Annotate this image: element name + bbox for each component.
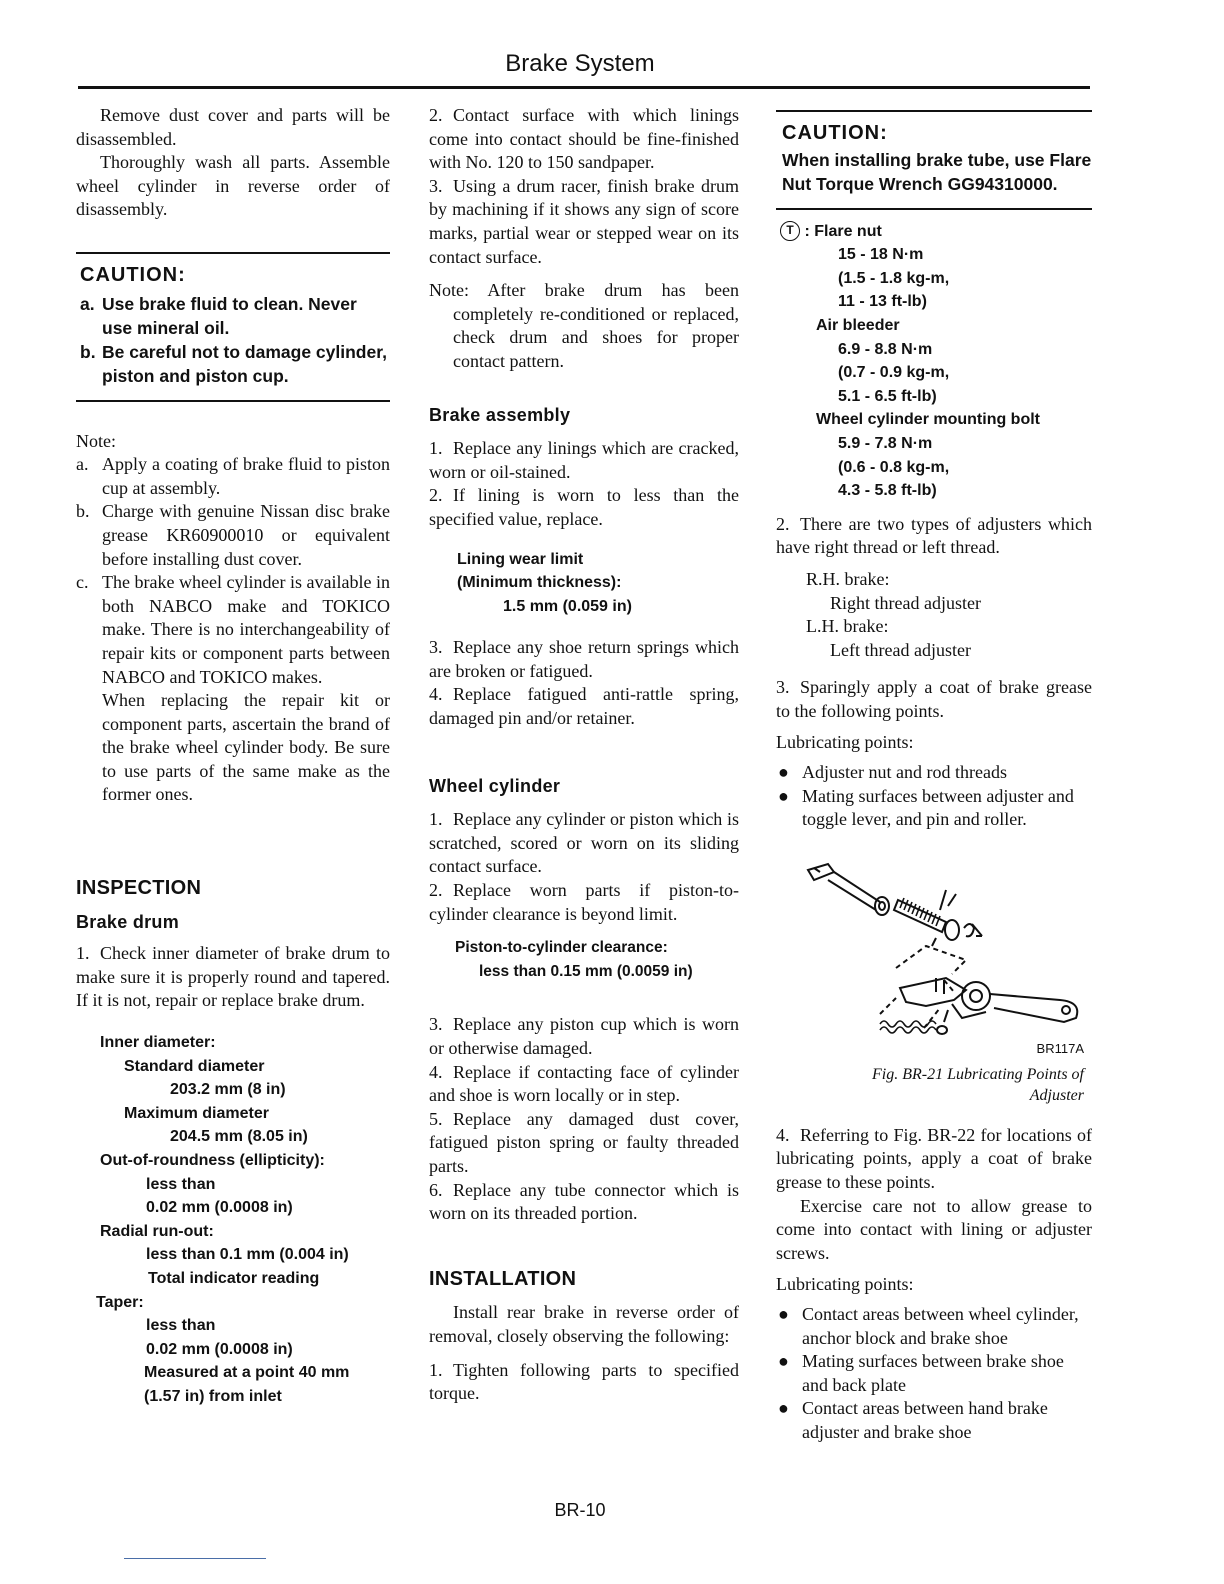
- air-bleeder-value-3: 5.1 - 6.5 ft-lb): [838, 387, 937, 405]
- torque-specs: [776, 220, 1092, 503]
- figure-code: BR117A: [1036, 1040, 1084, 1056]
- caution-title: CAUTION:: [80, 263, 186, 286]
- flare-nut-value-3: 11 - 13 ft-lb): [838, 293, 927, 311]
- inspection-heading: INSPECTION: [76, 877, 202, 900]
- installation-intro: Install rear brake in reverse order of removal, closely observing the following:: [429, 1302, 739, 1346]
- brake-assembly-step-1: 1. Replace any linings which are cracked, worn or oil-stained.: [429, 438, 739, 482]
- taper-less: less than: [146, 1317, 216, 1335]
- wheel-cylinder-step-6: 6. Replace any tube connector which is worn on its threaded portion.: [429, 1179, 739, 1224]
- brake-drum-heading: Brake drum: [76, 911, 180, 932]
- figure-caption-line-2: Adjuster: [1029, 1086, 1084, 1104]
- note-item-b: b. Charge with genuine Nissan disc brake grease KR60900010 or equivalent before installing dust cover.: [76, 501, 390, 569]
- lubricating-step-4-extra: Exercise care not to allow grease to come into contact with lining or adjuster screws.: [776, 1195, 1092, 1263]
- intro-paragraph-2: Thoroughly wash all parts. Assemble wheel cylinder in reverse order of disassembly.: [76, 152, 390, 220]
- column-2: [429, 104, 739, 1406]
- figure-caption: [776, 1064, 1092, 1106]
- caution-item-b: b. Be careful not to damage cylinder, piston and piston cup.: [80, 341, 387, 386]
- brake-assembly-step-4: 4. Replace fatigued anti-rattle spring, damaged pin and/or retainer.: [429, 684, 739, 729]
- caution-box-tube: [776, 110, 1092, 210]
- lubricating-step-4: 4. Referring to Fig. BR-22 for locations of lubricating points, apply a coat of brake grease to these points.: [776, 1124, 1092, 1193]
- note-extra: When replacing the repair kit or component parts, ascertain the brand of the brake wheel cylinder body. Be sure to use parts of the same make as the former ones.: [102, 690, 390, 805]
- drum-step-2: 2. Contact surface with which linings come into contact should be fine-finished with No. 120 to 150 sandpaper.: [429, 105, 739, 173]
- drum-step-3: 3. Using a drum racer, finish brake drum by machining if it shows any sign of score marks, partial wear or stepped wear on its contact surface.: [429, 175, 739, 267]
- lubricating-bullet-3: ● Contact areas between wheel cylinder, anchor block and brake shoe: [778, 1304, 1079, 1348]
- intro-paragraph-1: Remove dust cover and parts will be disassembled.: [76, 105, 390, 149]
- header-rule: [78, 86, 1090, 89]
- installation-step-1: 1. Tighten following parts to specified torque.: [429, 1359, 739, 1404]
- air-bleeder-label: Air bleeder: [816, 316, 900, 334]
- lining-wear-spec: [429, 548, 739, 619]
- lubricating-bullet-2: ● Mating surfaces between adjuster and toggle lever, and pin and roller.: [778, 785, 1074, 830]
- out-of-roundness-value: 0.02 mm (0.0008 in): [146, 1199, 293, 1217]
- standard-diameter-value: 203.2 mm (8 in): [170, 1081, 286, 1099]
- lubricating-bullet-4: ● Mating surfaces between brake shoe and back plate: [778, 1351, 1064, 1395]
- installation-heading: INSTALLATION: [429, 1267, 577, 1290]
- page-number: BR-10: [554, 1500, 606, 1520]
- flare-nut-value-1: 15 - 18 N·m: [838, 246, 924, 264]
- clearance-label: Piston-to-cylinder clearance:: [455, 939, 668, 957]
- caution-item-a: a. Use brake fluid to clean. Never use mineral oil.: [80, 293, 357, 338]
- drum-note: Note: After brake drum has been completely re-conditioned or replaced, check drum and shoes for proper contact pattern.: [429, 280, 739, 371]
- wheel-cylinder-heading: Wheel cylinder: [429, 775, 561, 796]
- lining-thickness-label: (Minimum thickness):: [457, 574, 622, 592]
- inner-diameter-label: Inner diameter:: [100, 1034, 216, 1052]
- air-bleeder-value-1: 6.9 - 8.8 N·m: [838, 340, 933, 358]
- clearance-spec: [429, 936, 739, 983]
- wheel-bolt-value-1: 5.9 - 7.8 N·m: [838, 434, 933, 452]
- adjuster-types: [776, 568, 1092, 662]
- clearance-value: less than 0.15 mm (0.0059 in): [479, 962, 693, 980]
- lubricating-bullet-1: ● Adjuster nut and rod threads: [778, 762, 1007, 783]
- adjuster-figure: [776, 850, 1092, 1062]
- note-item-c: c. The brake wheel cylinder is available in both NABCO make and TOKICO make. There is no interchangeability of repair kits or component parts between NABCO and TOKICO makes.: [76, 572, 390, 687]
- brake-assembly-heading: Brake assembly: [429, 404, 571, 425]
- brake-assembly-step-3: 3. Replace any shoe return springs which are broken or fatigued.: [429, 637, 739, 681]
- lubricating-points-label-1: Lubricating points:: [776, 732, 914, 753]
- drum-specs: [76, 1031, 390, 1409]
- lubricating-points-label-2: Lubricating points:: [776, 1274, 914, 1295]
- torque-symbol-icon: T: [780, 221, 800, 241]
- flare-nut-label: : Flare nut: [804, 222, 882, 240]
- column-1: [76, 104, 390, 1409]
- wheel-cylinder-step-4: 4. Replace if contacting face of cylinder and shoe is worn locally or in step.: [429, 1061, 739, 1106]
- taper-value: 0.02 mm (0.0008 in): [146, 1340, 293, 1358]
- wheel-cylinder-step-3: 3. Replace any piston cup which is worn or otherwise damaged.: [429, 1014, 739, 1058]
- wheel-bolt-value-2: (0.6 - 0.8 kg-m,: [838, 458, 950, 476]
- brake-assembly-step-2: 2. If lining is worn to less than the specified value, replace.: [429, 485, 739, 529]
- taper-note-2: (1.57 in) from inlet: [144, 1387, 282, 1405]
- maximum-diameter-label: Maximum diameter: [124, 1104, 269, 1122]
- inspection-section: [76, 877, 390, 1408]
- lining-wear-label: Lining wear limit: [457, 550, 584, 568]
- air-bleeder-value-2: (0.7 - 0.9 kg-m,: [838, 364, 950, 382]
- caution-box: [76, 252, 390, 402]
- figure-caption-line-1: Fig. BR-21 Lubricating Points of: [872, 1065, 1084, 1083]
- rh-brake-value: Right thread adjuster: [830, 592, 981, 613]
- flare-nut-value-2: (1.5 - 1.8 kg-m,: [838, 269, 950, 287]
- note-block: [76, 430, 390, 808]
- taper-label: Taper:: [96, 1293, 144, 1311]
- rh-brake-label: R.H. brake:: [806, 568, 890, 589]
- out-of-roundness-less: less than: [146, 1175, 216, 1193]
- maximum-diameter-value: 204.5 mm (8.05 in): [170, 1128, 308, 1146]
- standard-diameter-label: Standard diameter: [124, 1057, 265, 1075]
- adjuster-step-3: 3. Sparingly apply a coat of brake grease to the following points.: [776, 677, 1092, 721]
- radial-runout-value: less than 0.1 mm (0.004 in): [146, 1246, 349, 1264]
- page-header-title: Brake System: [505, 50, 655, 77]
- wheel-bolt-label: Wheel cylinder mounting bolt: [816, 411, 1040, 429]
- lubricating-bullet-5: ● Contact areas between hand brake adjuster and brake shoe: [778, 1398, 1048, 1442]
- note-item-a: a. Apply a coating of brake fluid to piston cup at assembly.: [76, 454, 390, 498]
- adjuster-diagram-illustration: [776, 850, 1092, 1060]
- bottom-edge-mark: [124, 1558, 266, 1559]
- note-title: Note:: [76, 430, 116, 451]
- wheel-bolt-value-3: 4.3 - 5.8 ft-lb): [838, 482, 937, 500]
- adjuster-step-2: 2. There are two types of adjusters which have right thread or left thread.: [776, 513, 1092, 558]
- out-of-roundness-label: Out-of-roundness (ellipticity):: [100, 1152, 325, 1169]
- wheel-cylinder-step-2: 2. Replace worn parts if piston-to-cylinder clearance is beyond limit.: [429, 880, 739, 924]
- lh-brake-value: Left thread adjuster: [830, 639, 971, 660]
- wheel-cylinder-step-1: 1. Replace any cylinder or piston which is scratched, scored or worn on its sliding contact surface.: [429, 809, 739, 877]
- lining-wear-value: 1.5 mm (0.059 in): [503, 597, 632, 615]
- taper-note-1: Measured at a point 40 mm: [144, 1364, 350, 1382]
- lh-brake-label: L.H. brake:: [806, 616, 889, 637]
- column-3: [776, 104, 1092, 1445]
- flare-nut-row: [780, 220, 1092, 244]
- inspection-step-1: 1. Check inner diameter of brake drum to make sure it is properly round and tapered. If it is not, repair or replace brake drum.: [76, 943, 390, 1011]
- caution-tube-text: When installing brake tube, use Flare Nut Torque Wrench GG94310000.: [782, 149, 1092, 194]
- caution-tube-title: CAUTION:: [782, 122, 888, 144]
- radial-runout-note: Total indicator reading: [148, 1269, 320, 1287]
- wheel-cylinder-step-5: 5. Replace any damaged dust cover, fatigued piston spring or faulty threaded parts.: [429, 1108, 739, 1176]
- radial-runout-label: Radial run-out:: [100, 1222, 214, 1240]
